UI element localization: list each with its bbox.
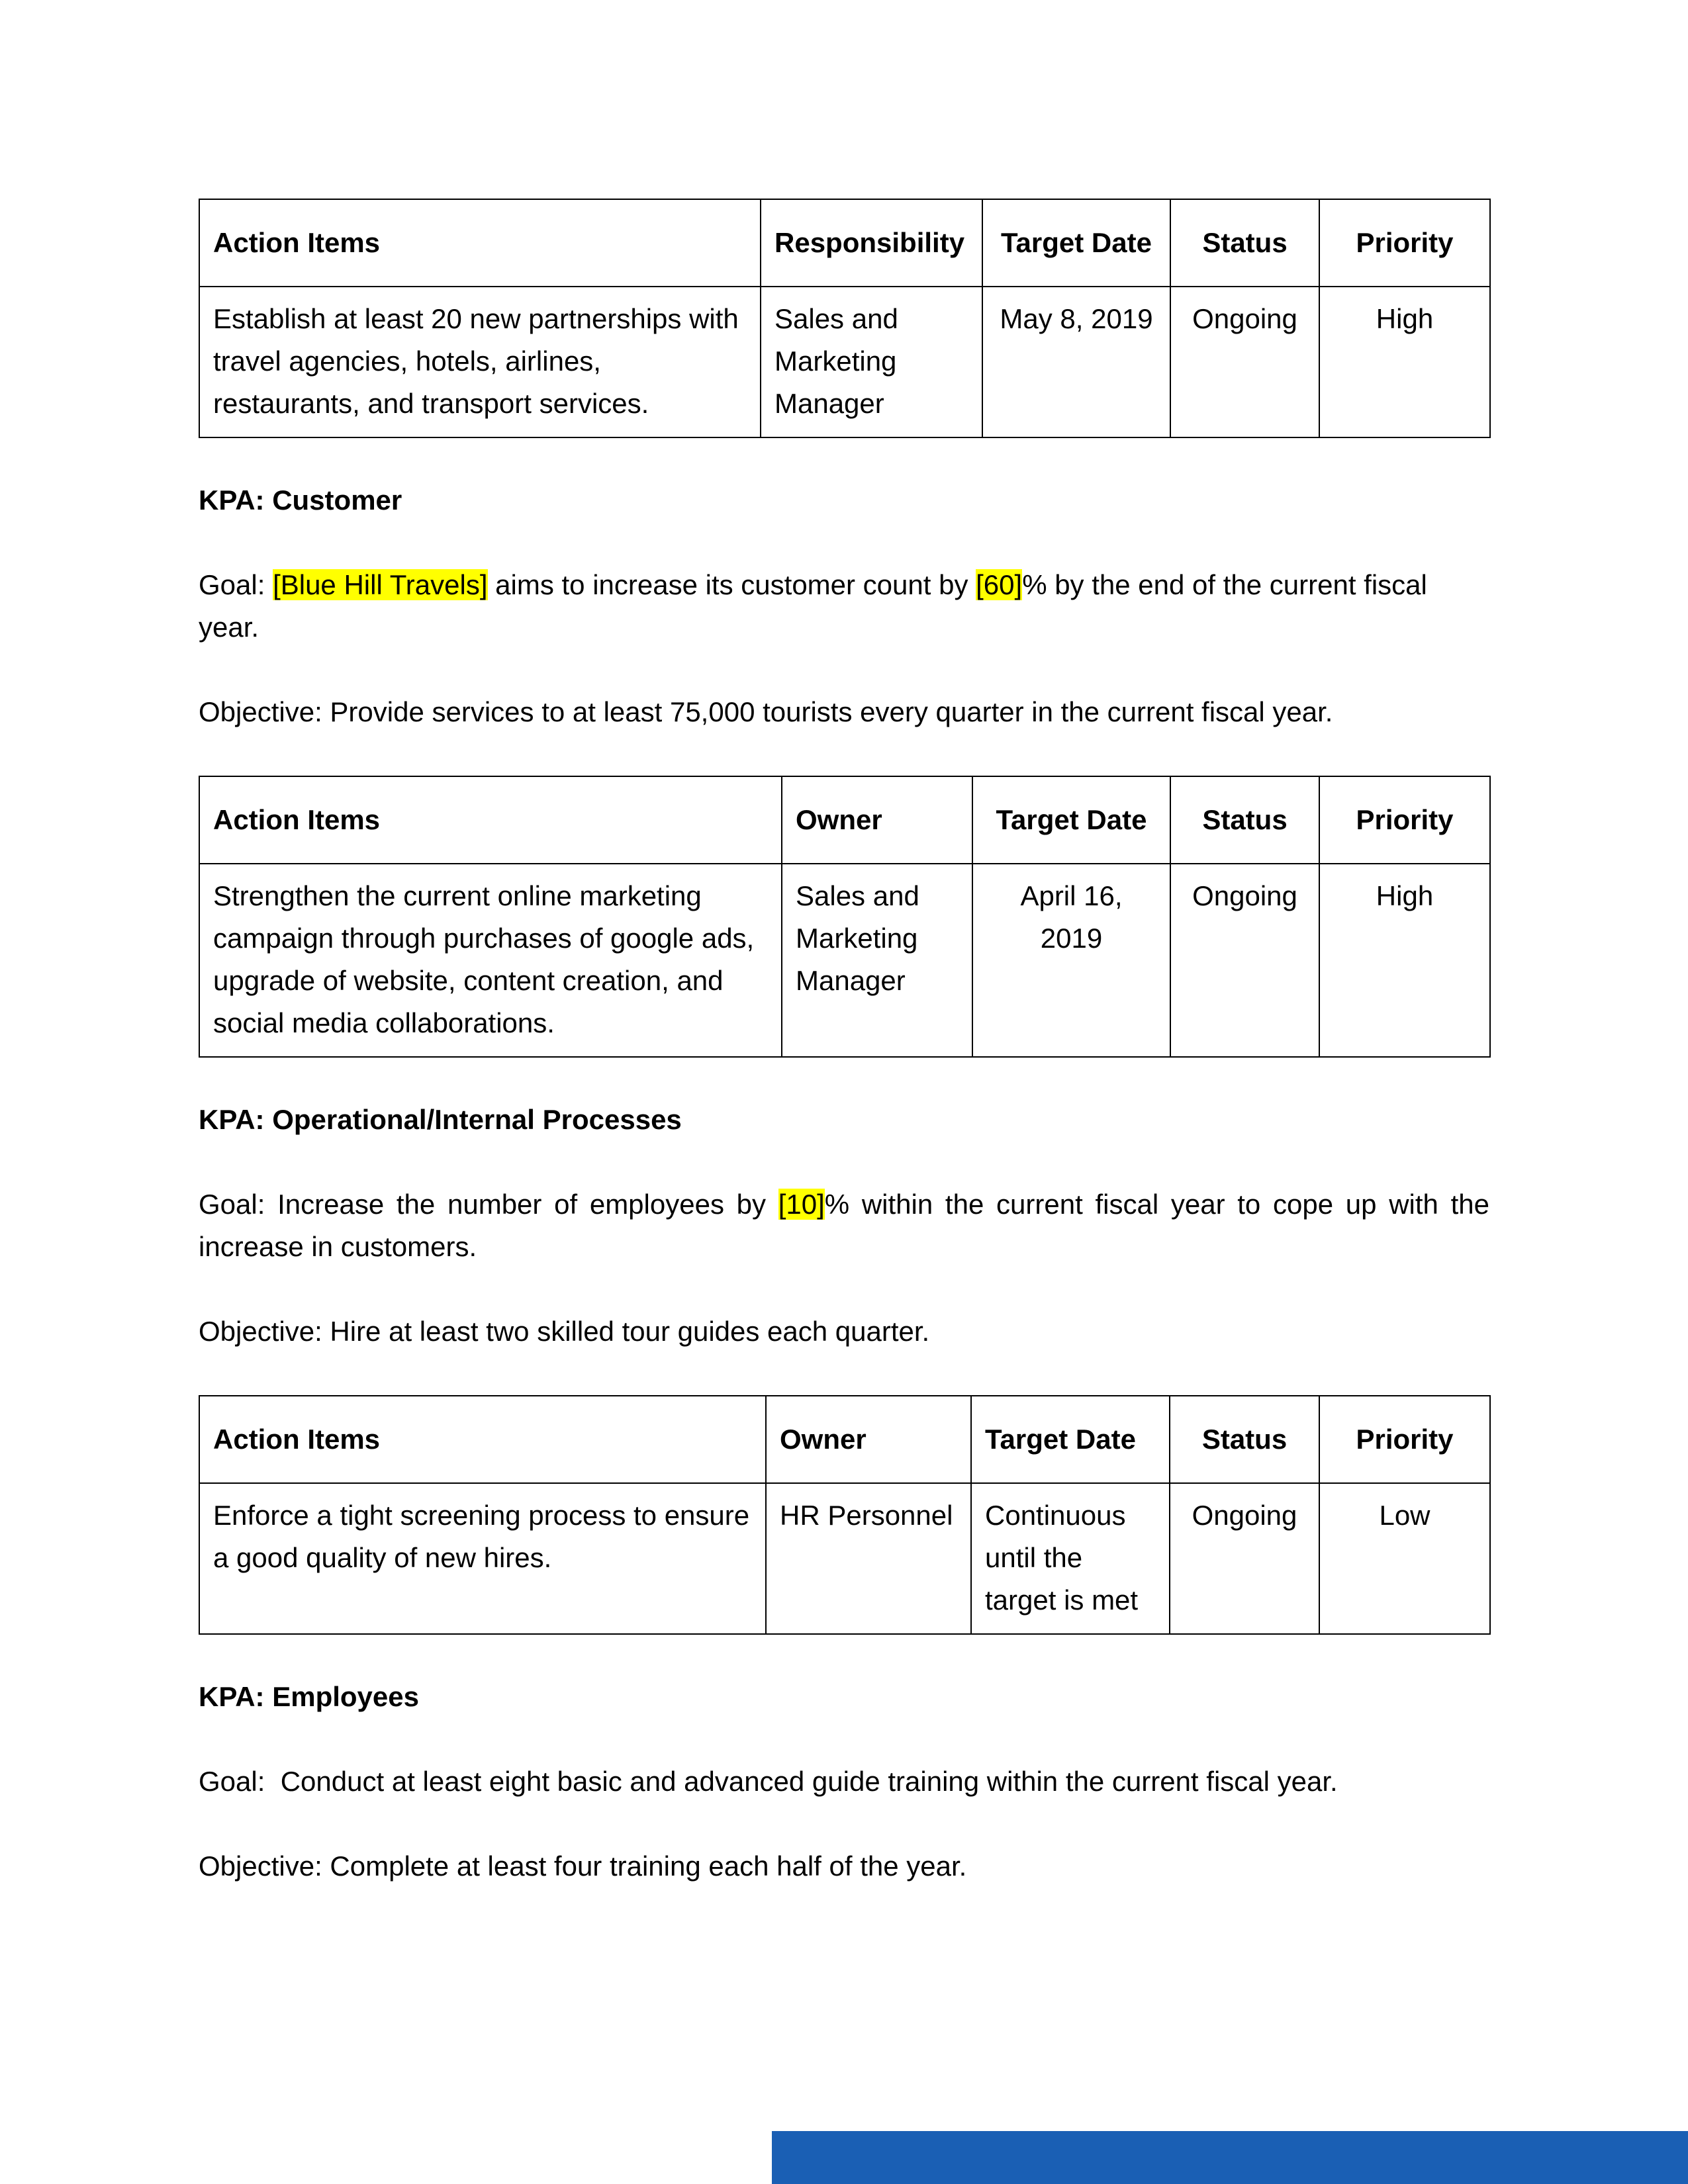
kpa-operational-heading: KPA: Operational/Internal Processes — [199, 1104, 682, 1135]
table-header-row — [199, 1396, 1490, 1483]
goal-suffix: % within the current fiscal year to cope up with the increase in customers. — [199, 1189, 1489, 1262]
goal-prefix: Goal: Increase the number of employees by — [199, 1189, 778, 1220]
percent-placeholder: [60] — [976, 569, 1023, 600]
header-target-date: Target Date — [982, 199, 1170, 287]
operational-goal — [199, 1183, 1489, 1268]
customer-goal — [199, 564, 1489, 649]
footer-accent-bar — [772, 2131, 1688, 2184]
cell-action-item: Enforce a tight screening process to ensure a good quality of new hires. — [199, 1483, 766, 1634]
table-row — [199, 1483, 1490, 1634]
document-body — [199, 199, 1489, 1888]
cell-target-date: Continuous until the target is met — [971, 1483, 1170, 1634]
header-target-date: Target Date — [971, 1396, 1170, 1483]
table-header-row — [199, 776, 1490, 864]
customer-objective: Objective: Provide services to at least 75,000 tourists every quarter in the current fiscal year. — [199, 696, 1333, 727]
header-priority: Priority — [1319, 1396, 1490, 1483]
table-row — [199, 287, 1490, 437]
header-owner: Owner — [782, 776, 972, 864]
goal-mid: aims to increase its customer count by — [487, 569, 976, 600]
cell-status: Ongoing — [1170, 287, 1319, 437]
action-items-table-hiring — [199, 1395, 1491, 1635]
table-row — [199, 864, 1490, 1057]
header-action-items: Action Items — [199, 199, 761, 287]
kpa-customer-heading: KPA: Customer — [199, 484, 402, 516]
cell-owner: Sales and Marketing Manager — [782, 864, 972, 1057]
header-action-items: Action Items — [199, 776, 782, 864]
cell-action-item: Strengthen the current online marketing campaign through purchases of google ads, upgrade of website, content creation, and social media collaborations. — [199, 864, 782, 1057]
action-items-table-partnerships — [199, 199, 1491, 438]
cell-status: Ongoing — [1170, 864, 1319, 1057]
table-header-row — [199, 199, 1490, 287]
header-action-items: Action Items — [199, 1396, 766, 1483]
cell-action-item: Establish at least 20 new partnerships with travel agencies, hotels, airlines, restaurants, and transport services. — [199, 287, 761, 437]
action-items-table-marketing — [199, 776, 1491, 1058]
header-status: Status — [1170, 776, 1319, 864]
employees-goal: Goal: Conduct at least eight basic and advanced guide training within the current fiscal year. — [199, 1766, 1338, 1797]
goal-prefix: Goal: — [199, 569, 273, 600]
kpa-employees-heading: KPA: Employees — [199, 1681, 419, 1712]
cell-priority: Low — [1319, 1483, 1490, 1634]
cell-owner: HR Personnel — [766, 1483, 971, 1634]
header-status: Status — [1170, 1396, 1319, 1483]
cell-responsibility: Sales and Marketing Manager — [761, 287, 982, 437]
employees-objective: Objective: Complete at least four training each half of the year. — [199, 1850, 967, 1882]
header-priority: Priority — [1319, 199, 1490, 287]
cell-target-date: April 16, 2019 — [972, 864, 1170, 1057]
header-owner: Owner — [766, 1396, 971, 1483]
percent-placeholder: [10] — [778, 1189, 825, 1220]
header-target-date: Target Date — [972, 776, 1170, 864]
header-responsibility: Responsibility — [761, 199, 982, 287]
cell-target-date: May 8, 2019 — [982, 287, 1170, 437]
company-placeholder: [Blue Hill Travels] — [273, 569, 488, 600]
cell-status: Ongoing — [1170, 1483, 1319, 1634]
cell-priority: High — [1319, 864, 1490, 1057]
operational-objective: Objective: Hire at least two skilled tour guides each quarter. — [199, 1316, 930, 1347]
cell-priority: High — [1319, 287, 1490, 437]
goal-suffix: % by the end of the current fiscal year. — [199, 569, 1427, 643]
header-status: Status — [1170, 199, 1319, 287]
header-priority: Priority — [1319, 776, 1490, 864]
